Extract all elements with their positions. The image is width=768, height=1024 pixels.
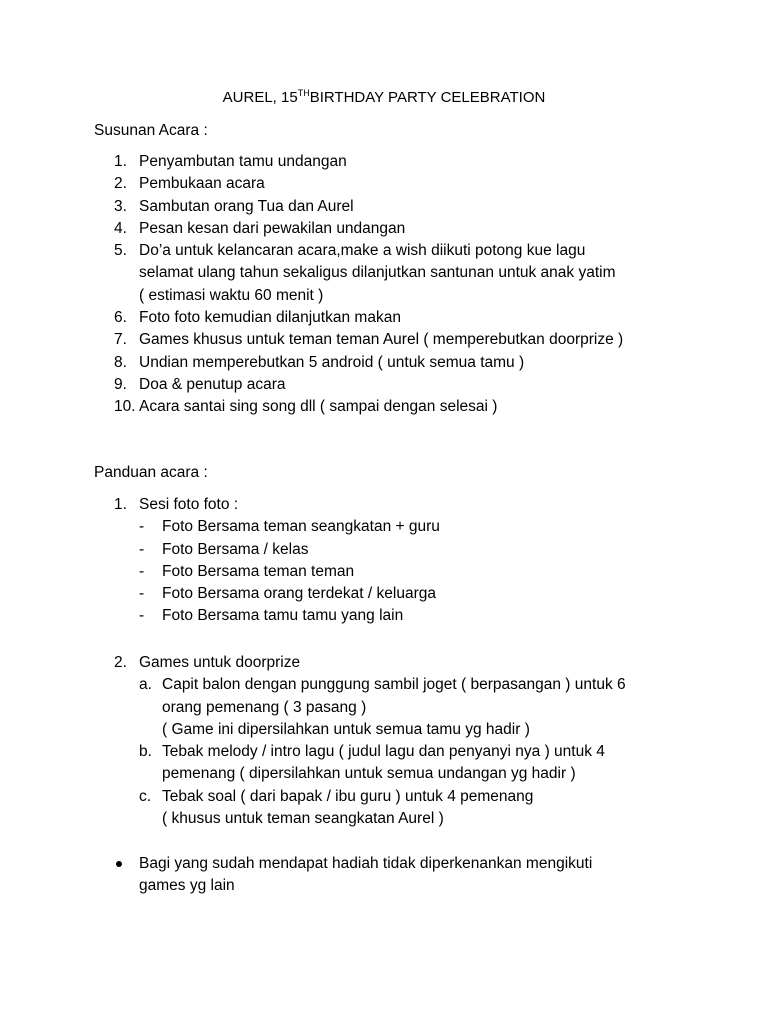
item-text: Undian memperebutkan 5 android ( untuk semua tamu ) [139,353,525,371]
item-text: Games untuk doorprize [139,654,301,671]
list-item [114,352,694,374]
list-item [114,218,694,240]
dash-marker: - [139,518,145,536]
item-number: 1. [114,153,127,170]
sub-item [114,539,694,561]
item-text: Doa & penutup acara [139,375,286,393]
sub-item [114,741,694,786]
item-text: Pesan kesan dari pewakilan undangan [139,219,406,237]
sub-item [114,605,694,627]
list-item [114,196,694,218]
sub-item-line: Capit balon dengan punggung sambil joget ( berpasangan ) untuk 6 [162,676,626,694]
dash-marker: - [139,562,145,580]
item-number: 2. [114,175,127,193]
dash-marker: - [139,607,145,625]
item-number: 4. [114,219,127,237]
sub-item [114,516,694,538]
games-section [114,652,694,830]
sub-item-line: orang pemenang ( 3 pasang ) [162,698,367,716]
bullet-line: Bagi yang sudah mendapat hadiah tidak diperkenankan mengikuti [139,855,593,872]
sub-item-text: Foto Bersama teman seangkatan + guru [162,518,440,536]
sub-item-text: Foto Bersama orang terdekat / keluarga [162,585,436,603]
bullet-line: games yg lain [139,877,235,895]
list-item [114,240,694,307]
item-line: Do’a untuk kelancaran acara,make a wish diikuti potong kue lagu [139,242,586,260]
dash-marker: - [139,540,145,558]
susunan-heading: Susunan Acara : [94,122,208,139]
sub-item-line: pemenang ( dipersilahkan untuk semua undangan yg hadir ) [162,765,576,783]
item-line: ( estimasi waktu 60 menit ) [139,286,324,304]
sub-item-line: Tebak soal ( dari bapak / ibu guru ) untuk 4 pemenang [162,787,534,805]
document-title [0,88,768,108]
sub-item [114,674,694,741]
title-suffix: BIRTHDAY PARTY CELEBRATION [309,89,546,106]
dash-marker: - [139,585,145,603]
item-number: 8. [114,353,127,371]
item-text: Acara santai sing song dll ( sampai dengan selesai ) [139,398,498,416]
list-item [114,173,694,195]
sub-item-text: Foto Bersama tamu tamu yang lain [162,607,404,625]
sesi-foto-section [114,494,694,628]
panduan-heading: Panduan acara : [94,464,208,481]
item-text: Penyambutan tamu undangan [139,153,347,170]
list-item [114,652,694,674]
sub-item-text: Foto Bersama / kelas [162,540,309,558]
item-number: 2. [114,654,127,671]
note-section [114,853,694,898]
list-item [114,396,694,418]
item-number: 7. [114,331,127,349]
list-item [114,151,694,173]
list-item [114,494,694,516]
item-text: Games khusus untuk teman teman Aurel ( memperebutkan doorprize ) [139,331,624,349]
sub-item-text: Foto Bersama teman teman [162,562,355,580]
item-text: Sambutan orang Tua dan Aurel [139,197,354,215]
item-number: 5. [114,242,127,260]
sub-item-line: ( Game ini dipersilahkan untuk semua tamu yg hadir ) [162,720,530,738]
item-number: 6. [114,309,127,327]
item-number: 3. [114,197,127,215]
sub-item [114,786,694,831]
item-text: Foto foto kemudian dilanjutkan makan [139,309,401,327]
list-item [114,307,694,329]
list-item [114,374,694,396]
sub-item [114,583,694,605]
susunan-list [114,151,694,419]
letter-marker: c. [139,787,152,805]
letter-marker: a. [139,676,152,694]
item-number: 1. [114,496,127,513]
list-item [114,329,694,351]
bullet-icon [116,861,122,867]
item-line: selamat ulang tahun sekaligus dilanjutkan santunan untuk anak yatim [139,264,616,282]
sub-item-line: Tebak melody / intro lagu ( judul lagu dan penyanyi nya ) untuk 4 [162,743,605,761]
title-superscript: TH [297,88,310,98]
letter-marker: b. [139,743,152,761]
item-text: Sesi foto foto : [139,496,239,513]
item-number: 9. [114,375,127,393]
bullet-item [114,853,694,898]
sub-item-line: ( khusus untuk teman seangkatan Aurel ) [162,810,444,828]
item-number: 10. [114,398,136,416]
item-text: Pembukaan acara [139,175,265,193]
sub-item [114,561,694,583]
title-prefix: AUREL, 15 [222,89,298,106]
